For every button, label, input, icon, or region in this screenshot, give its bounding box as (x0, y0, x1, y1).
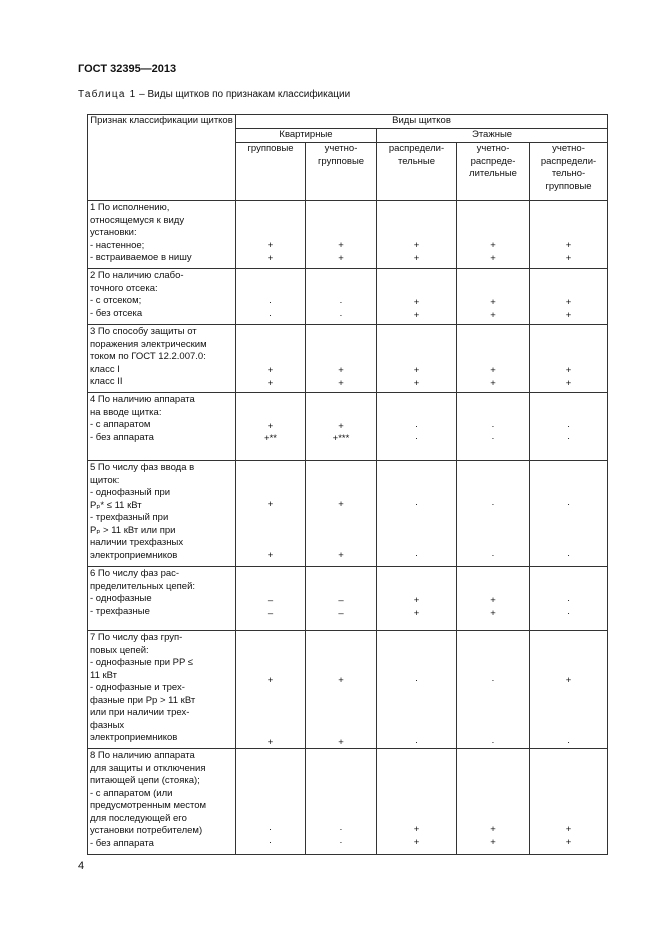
mark-value: + (413, 240, 420, 251)
criterion-line: электроприемников (90, 549, 178, 561)
criterion-line: или при наличии трех- (90, 707, 190, 718)
mark-value: + (565, 365, 572, 376)
criterion-cell (88, 201, 236, 269)
table-row (88, 269, 608, 325)
criterion-line: - однофазные (90, 593, 152, 604)
mark-value: + (338, 737, 344, 748)
mark-cell (530, 269, 608, 325)
mark-value: + (565, 253, 572, 264)
mark-value: + (267, 550, 274, 561)
mark-cell (236, 325, 306, 393)
criterion-line: фазных (90, 719, 125, 731)
mark-value: · (268, 837, 273, 848)
table-row (88, 201, 608, 269)
caption-label: Таблица 1 (78, 89, 137, 100)
mark-cell (377, 325, 457, 393)
criterion-line: щиток: (90, 474, 120, 486)
mark-value: + (565, 837, 572, 848)
col-header: распредели-тельные (377, 143, 457, 201)
col-header: учетно-групповые (306, 143, 377, 201)
mark-value: · (414, 421, 419, 432)
mark-value: – (338, 595, 344, 606)
types-header: Виды щитков (236, 115, 608, 129)
criterion-line: установки: (90, 227, 137, 238)
mark-cell (236, 631, 306, 749)
mark-value: + (413, 365, 420, 376)
mark-value: + (267, 675, 274, 686)
mark-value: + (490, 608, 496, 619)
col-header: учетно-распреде-лительные (457, 143, 530, 201)
mark-value: + (413, 310, 420, 321)
mark-cell (306, 749, 377, 855)
criterion-line: для последующей его (90, 812, 187, 824)
mark-cell (236, 461, 306, 567)
mark-cell (306, 201, 377, 269)
mark-value: · (566, 499, 571, 510)
mark-value: + (267, 421, 274, 432)
mark-cell (377, 461, 457, 567)
criterion-line: точного отсека: (90, 282, 158, 294)
criterion-line: - с аппаратом (или (90, 787, 173, 799)
criterion-cell (88, 749, 236, 855)
criterion-line: 2 По наличию слабо- (90, 270, 184, 281)
criterion-line: 8 По наличию аппарата (90, 750, 195, 761)
mark-cell (457, 393, 530, 461)
criterion-line: установки потребителем) (90, 825, 203, 836)
mark-value: · (566, 421, 571, 432)
mark-value: + (413, 595, 420, 606)
mark-value: · (491, 421, 495, 432)
mark-value: + (338, 550, 344, 561)
criterion-line: наличии трехфазных (90, 537, 184, 548)
table-caption (78, 89, 350, 100)
criterion-line: электроприемников (90, 732, 178, 743)
mark-cell (457, 631, 530, 749)
criterion-line: 3 По способу защиты от (90, 326, 197, 337)
mark-cell (457, 749, 530, 855)
mark-value: + (267, 737, 274, 748)
mark-value: + (267, 499, 274, 510)
criterion-line: - трехфазный при (90, 512, 169, 523)
criterion-line: - однофазные и трех- (90, 682, 185, 693)
mark-value: + (267, 240, 274, 251)
mark-cell (457, 325, 530, 393)
table-body (88, 201, 608, 855)
mark-cell (306, 567, 377, 631)
mark-value: · (268, 824, 273, 835)
mark-value: · (339, 837, 343, 848)
mark-cell (530, 461, 608, 567)
mark-value: + (338, 421, 344, 432)
criterion-line: - настенное; (90, 239, 145, 251)
mark-value: · (491, 737, 495, 748)
mark-value: + (490, 297, 496, 308)
mark-cell (306, 631, 377, 749)
criterion-line: - трехфазные (90, 605, 150, 617)
criterion-cell (88, 631, 236, 749)
mark-value: + (413, 297, 420, 308)
mark-value: + (565, 310, 572, 321)
mark-value: + (565, 378, 572, 389)
criterion-line: 11 кВт (90, 669, 118, 681)
col-header: учетно-распредели-тельно-групповые (530, 143, 608, 201)
mark-cell (306, 269, 377, 325)
mark-value: · (268, 297, 273, 308)
mark-value: · (414, 737, 419, 748)
criterion-line: - без аппарата (90, 431, 154, 443)
mark-value: – (338, 608, 344, 619)
mark-value: + (490, 240, 496, 251)
mark-cell (530, 631, 608, 749)
criterion-line: фазные при Pp > 11 кВт (90, 694, 196, 706)
mark-value: + (565, 240, 572, 251)
mark-cell (530, 201, 608, 269)
mark-value: +*** (332, 433, 350, 444)
mark-cell (306, 461, 377, 567)
mark-cell (377, 631, 457, 749)
criterion-line: током по ГОСТ 12.2.007.0: (90, 351, 206, 362)
mark-value: + (338, 365, 344, 376)
mark-value: + (565, 824, 572, 835)
mark-value: · (339, 824, 343, 835)
criterion-line: - без аппарата (90, 837, 154, 849)
criterion-line: предусмотренным местом (90, 800, 207, 811)
criterion-line: 1 По исполнению, (90, 202, 170, 213)
criterion-line: - встраиваемое в нишу (90, 252, 192, 263)
group-apartment-header: Квартирные (236, 129, 377, 143)
mark-value: + (490, 310, 496, 321)
criterion-cell (88, 325, 236, 393)
criterion-line: для защиты и отключения (90, 762, 206, 774)
criterion-line: - однофазный при (90, 487, 171, 498)
criterion-line: пределительных цепей: (90, 580, 196, 592)
table-row (88, 461, 608, 567)
mark-cell (377, 749, 457, 855)
col-header: групповые (236, 143, 306, 201)
criterion-line: 4 По наличию аппарата (90, 394, 195, 405)
mark-value: + (267, 365, 274, 376)
mark-cell (457, 461, 530, 567)
criterion-line: питающей цепи (стояка); (90, 775, 200, 786)
criterion-header: Признак классификации щитков (88, 115, 236, 201)
mark-cell (377, 269, 457, 325)
mark-value: · (414, 675, 419, 686)
mark-cell (377, 567, 457, 631)
mark-value: + (413, 378, 420, 389)
mark-value: + (338, 240, 344, 251)
criterion-line: класс II (90, 376, 123, 387)
classification-table (87, 114, 608, 855)
mark-value: + (490, 595, 496, 606)
mark-value: · (414, 499, 419, 510)
mark-cell (457, 567, 530, 631)
criterion-line: 6 По числу фаз рас- (90, 568, 180, 579)
mark-cell (306, 325, 377, 393)
table-row (88, 325, 608, 393)
criterion-line: повых цепей: (90, 644, 149, 656)
mark-cell (236, 393, 306, 461)
caption-text: – Виды щитков по признакам классификации (136, 89, 351, 100)
mark-value: – (267, 595, 274, 606)
mark-cell (457, 269, 530, 325)
mark-value: · (491, 499, 495, 510)
mark-cell (530, 749, 608, 855)
criterion-line: - с отсеком; (90, 295, 142, 306)
mark-value: + (267, 378, 274, 389)
mark-cell (236, 749, 306, 855)
mark-value: + (565, 297, 572, 308)
mark-value: · (414, 550, 419, 561)
mark-value: · (268, 310, 273, 321)
mark-cell (236, 269, 306, 325)
document-id: ГОСТ 32395—2013 (78, 63, 177, 75)
table-row (88, 393, 608, 461)
mark-value: + (565, 675, 572, 686)
mark-value: · (414, 433, 419, 444)
mark-value: + (413, 608, 420, 619)
mark-cell (306, 393, 377, 461)
criterion-line: на вводе щитка: (90, 406, 162, 418)
mark-value: + (267, 253, 274, 264)
criterion-line: - с аппаратом (90, 419, 151, 430)
criterion-cell (88, 269, 236, 325)
mark-value: · (491, 550, 495, 561)
mark-value: + (338, 675, 344, 686)
criterion-line: класс I (90, 363, 120, 375)
mark-value: · (566, 608, 571, 619)
mark-value: + (490, 253, 496, 264)
mark-value: · (491, 675, 495, 686)
mark-value: – (267, 608, 274, 619)
group-floor-header: Этажные (377, 129, 608, 143)
mark-cell (457, 201, 530, 269)
mark-value: + (413, 253, 420, 264)
criterion-cell (88, 461, 236, 567)
mark-value: · (566, 550, 571, 561)
criterion-line: 7 По числу фаз груп- (90, 632, 183, 643)
mark-value: · (491, 433, 495, 444)
mark-value: + (338, 378, 344, 389)
mark-cell (377, 393, 457, 461)
criterion-cell (88, 393, 236, 461)
table-row (88, 749, 608, 855)
criterion-line: - однофазные при PP ≤ (90, 657, 194, 668)
mark-value: + (490, 378, 496, 389)
page-number: 4 (78, 860, 85, 872)
mark-value: · (566, 737, 571, 748)
criterion-line: - без отсека (90, 307, 143, 319)
mark-value: + (338, 253, 344, 264)
mark-cell (530, 393, 608, 461)
mark-value: + (413, 824, 420, 835)
mark-value: · (566, 595, 571, 606)
mark-cell (530, 325, 608, 393)
criterion-cell (88, 567, 236, 631)
mark-cell (377, 201, 457, 269)
mark-cell (236, 567, 306, 631)
criterion-line: поражения электрическим (90, 338, 207, 350)
mark-value: + (490, 824, 496, 835)
mark-value: + (413, 837, 420, 848)
mark-cell (530, 567, 608, 631)
mark-value: +** (264, 433, 277, 444)
criterion-line: 5 По числу фаз ввода в (90, 462, 195, 473)
criterion-line: Pₚ > 11 кВт или при (90, 524, 176, 536)
mark-value: · (566, 433, 571, 444)
criterion-line: относящемуся к виду (90, 214, 185, 226)
table-row (88, 631, 608, 749)
table-row (88, 567, 608, 631)
mark-value: · (339, 310, 343, 321)
mark-value: + (338, 499, 344, 510)
mark-value: · (339, 297, 343, 308)
mark-value: + (490, 365, 496, 376)
criterion-line: Pₚ* ≤ 11 кВт (90, 499, 142, 511)
mark-value: + (490, 837, 496, 848)
mark-cell (236, 201, 306, 269)
